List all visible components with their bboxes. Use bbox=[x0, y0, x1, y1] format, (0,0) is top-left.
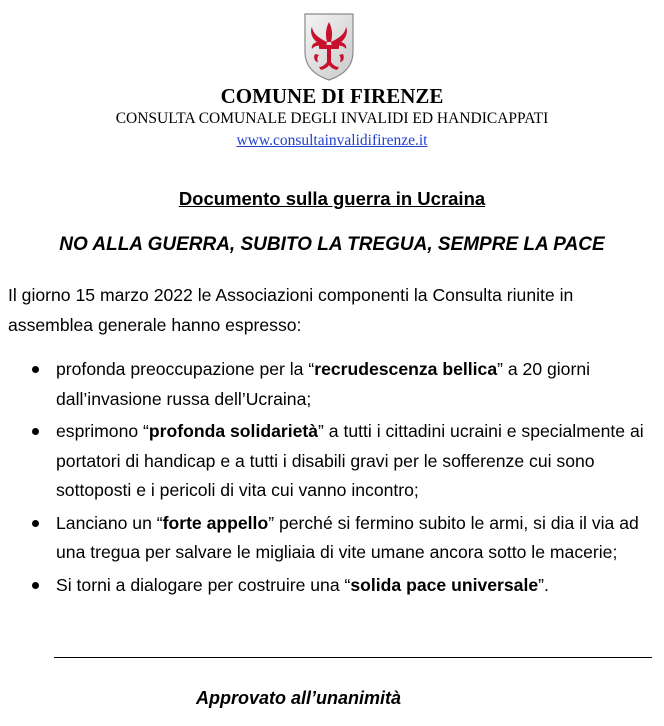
emphasis-text: forte appello bbox=[162, 512, 269, 533]
emphasis-text: recrudescenza bellica bbox=[314, 359, 498, 379]
bullet-icon bbox=[32, 520, 39, 527]
document-headline: NO ALLA GUERRA, SUBITO LA TREGUA, SEMPRE LA PACE bbox=[59, 234, 605, 255]
website-link[interactable]: www.consultainvalidifirenze.it bbox=[236, 132, 428, 149]
emphasis-text: profonda solidarietà bbox=[148, 421, 319, 441]
list-item: profonda preoccupazione per la “recrudescenza bellica” a 20 giorni dall’invasione russa dell’Ucraina; bbox=[8, 355, 658, 414]
department-name: CONSULTA COMUNALE DEGLI INVALIDI ED HANDICAPPATI bbox=[115, 110, 549, 127]
points-list bbox=[8, 355, 658, 603]
org-name: COMUNE DI FIRENZE bbox=[220, 84, 444, 108]
bullet-icon bbox=[32, 366, 39, 373]
document-title: Documento sulla guerra in Ucraina bbox=[178, 188, 486, 209]
approval-note: Approvato all’unanimità bbox=[196, 688, 402, 708]
intro-paragraph: Il giorno 15 marzo 2022 le Associazioni componenti la Consulta riunite in assemblea generale hanno espresso: bbox=[8, 285, 574, 335]
emphasis-text: solida pace universale bbox=[350, 574, 539, 595]
list-item: esprimono “profonda solidarietà” a tutti i cittadini ucraini e specialmente ai portatori di handicap e a tutti i disabili gravi per le sofferenze cui sono sottoposti e i pericoli di vita cui vanno incontro; bbox=[8, 417, 658, 506]
bullet-icon bbox=[32, 428, 39, 435]
divider bbox=[54, 657, 652, 658]
list-item: Lanciano un “forte appello” perché si fermino subito le armi, si dia il via ad una tregua per salvare le migliaia di vite umane ancora sotto le macerie; bbox=[8, 509, 658, 568]
bullet-icon bbox=[32, 582, 39, 589]
list-item: Si torni a dialogare per costruire una “solida pace universale”. bbox=[8, 571, 658, 601]
florence-lily-crest-icon bbox=[303, 12, 355, 82]
